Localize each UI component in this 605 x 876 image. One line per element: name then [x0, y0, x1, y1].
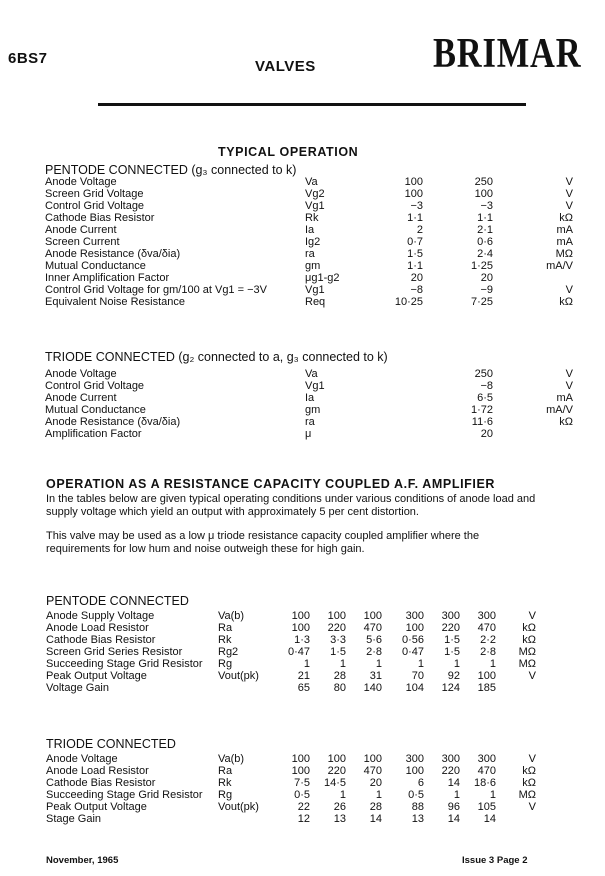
- value-cell: 1·5: [330, 646, 346, 658]
- value-cell: 100: [327, 753, 346, 765]
- value-cell: 100: [327, 610, 346, 622]
- value-cell: 1: [339, 658, 346, 670]
- parameter-name: Peak Output Voltage: [46, 801, 147, 813]
- value-cell: 100: [405, 622, 424, 634]
- rc-triode-heading: TRIODE CONNECTED: [46, 737, 176, 751]
- value-cell: 100: [363, 610, 382, 622]
- symbol: Vg1: [305, 200, 325, 212]
- table-row: [45, 236, 573, 248]
- symbol: [218, 813, 268, 825]
- symbol: Ra: [218, 765, 233, 777]
- symbol: Ia: [305, 224, 315, 236]
- footer-date: November, 1965: [46, 855, 119, 866]
- value-cell: 1: [453, 789, 460, 801]
- symbol: Va: [305, 368, 318, 380]
- rc-pentode-heading: PENTODE CONNECTED: [46, 594, 189, 608]
- unit-cell: kΩ: [559, 212, 573, 224]
- unit-cell: V: [528, 801, 536, 813]
- symbol: Vg2: [305, 188, 325, 200]
- symbol: Req: [305, 296, 326, 308]
- symbol: Rg: [218, 658, 233, 670]
- value-cell: 1: [489, 789, 496, 801]
- value-cell: 2·2: [480, 634, 496, 646]
- value-cell: 1·1: [407, 212, 423, 224]
- value-cell: 13: [411, 813, 424, 825]
- value-cell: 470: [477, 622, 496, 634]
- pentode-heading: PENTODE CONNECTED (g₃ connected to k): [45, 163, 297, 177]
- value-cell: 100: [291, 610, 310, 622]
- value-cell: 1·3: [294, 634, 310, 646]
- value-cell: 0·6: [477, 236, 493, 248]
- value-cell: 300: [405, 753, 424, 765]
- parameter-name: Mutual Conductance: [45, 260, 146, 272]
- parameter-name: Screen Grid Series Resistor: [46, 646, 183, 658]
- parameter-name: Control Grid Voltage: [45, 380, 145, 392]
- parameter-name: Succeeding Stage Grid Resistor: [46, 789, 203, 801]
- symbol: Va(b): [218, 753, 245, 765]
- value-cell: 470: [477, 765, 496, 777]
- table-row: [45, 188, 573, 200]
- valve-code: 6BS7: [8, 50, 48, 67]
- table-row: [46, 777, 536, 789]
- unit-cell: V: [528, 670, 536, 682]
- unit-cell: V: [565, 176, 573, 188]
- unit-cell: mA: [556, 392, 573, 404]
- value-cell: 2·8: [480, 646, 496, 658]
- value-cell: 22: [297, 801, 310, 813]
- symbol: Va(b): [218, 610, 245, 622]
- value-cell: 92: [447, 670, 460, 682]
- table-row: [45, 284, 573, 296]
- value-cell: 185: [477, 682, 496, 694]
- unit-cell: kΩ: [522, 765, 536, 777]
- unit-cell: kΩ: [522, 634, 536, 646]
- symbol: gm: [305, 260, 321, 272]
- value-cell: 14: [483, 813, 496, 825]
- value-cell: 1·25: [470, 260, 493, 272]
- parameter-name: Control Grid Voltage for gm/100 at Vg1 = −3V: [45, 284, 267, 296]
- parameter-name: Equivalent Noise Resistance: [45, 296, 186, 308]
- table-row: [46, 682, 536, 694]
- symbol: Ia: [305, 392, 315, 404]
- table-row: [45, 296, 573, 308]
- value-cell: 140: [363, 682, 382, 694]
- parameter-name: Cathode Bias Resistor: [45, 212, 155, 224]
- value-cell: 105: [477, 801, 496, 813]
- table-row: [46, 622, 536, 634]
- brand-logo: BRIMAR: [433, 31, 582, 77]
- symbol: Ig2: [305, 236, 321, 248]
- footer-issue: Issue 3 Page 2: [462, 855, 528, 866]
- category-label: VALVES: [255, 58, 316, 75]
- value-cell: 12: [297, 813, 310, 825]
- value-cell: 100: [291, 765, 310, 777]
- unit-cell: [493, 272, 573, 284]
- value-cell: 250: [474, 176, 493, 188]
- value-cell: 100: [477, 670, 496, 682]
- unit-cell: mA/V: [546, 404, 573, 416]
- table-row: [46, 634, 536, 646]
- value-cell: −3: [480, 200, 493, 212]
- value-cell: 1·5: [407, 248, 423, 260]
- value-cell: 88: [411, 801, 424, 813]
- table-row: [45, 224, 573, 236]
- value-cell: 300: [477, 610, 496, 622]
- unit-cell: kΩ: [559, 296, 573, 308]
- table-row: [46, 765, 536, 777]
- value-cell: 1: [375, 789, 382, 801]
- table-row: [46, 610, 536, 622]
- value-cell: 65: [297, 682, 310, 694]
- table-row: [46, 646, 536, 658]
- unit-cell: kΩ: [559, 416, 573, 428]
- unit-cell: V: [565, 380, 573, 392]
- table-row: [46, 813, 536, 825]
- triode-heading: TRIODE CONNECTED (g₂ connected to a, g₃ connected to k): [45, 350, 388, 364]
- parameter-name: Anode Current: [45, 224, 117, 236]
- unit-cell: [493, 428, 573, 440]
- value-cell: 470: [363, 765, 382, 777]
- value-cell: 300: [477, 753, 496, 765]
- value-cell: 1·5: [444, 646, 460, 658]
- value-cell: 300: [405, 610, 424, 622]
- value-cell: 3·3: [330, 634, 346, 646]
- table-row: [46, 658, 536, 670]
- value-cell: 28: [369, 801, 382, 813]
- symbol: μg1-g2: [305, 272, 340, 284]
- parameter-name: Screen Grid Voltage: [45, 188, 144, 200]
- unit-cell: V: [565, 188, 573, 200]
- value-cell: 1: [453, 658, 460, 670]
- parameter-name: Anode Resistance (δva/δia): [45, 248, 181, 260]
- table-row: [46, 801, 536, 813]
- symbol: [218, 682, 268, 694]
- value-cell: 1·5: [444, 634, 460, 646]
- unit-cell: kΩ: [522, 622, 536, 634]
- value-cell: 124: [441, 682, 460, 694]
- symbol: ra: [305, 416, 315, 428]
- value-cell: 21: [297, 670, 310, 682]
- value-cell: 2·1: [477, 224, 493, 236]
- value-cell: 10·25: [394, 296, 423, 308]
- value-cell: 220: [441, 765, 460, 777]
- value-cell: 6·5: [477, 392, 493, 404]
- symbol: Vg1: [305, 284, 325, 296]
- value-cell: 20: [480, 272, 493, 284]
- parameter-name: Stage Gain: [46, 813, 102, 825]
- unit-cell: MΩ: [518, 646, 536, 658]
- value-cell: 14: [447, 777, 460, 789]
- value-cell: 250: [474, 368, 493, 380]
- table-row: [45, 368, 573, 380]
- value-cell: 1: [339, 789, 346, 801]
- value-cell: 1·1: [407, 260, 423, 272]
- parameter-name: Anode Voltage: [45, 368, 117, 380]
- table-row: [45, 392, 573, 404]
- value-cell: 1: [417, 658, 424, 670]
- unit-cell: MΩ: [518, 789, 536, 801]
- rc-usage-paragraph: This valve may be used as a low μ triode resistance capacity coupled amplifier where the requirements for low hum and noise outweigh these for high gain.: [46, 530, 480, 555]
- value-cell: 220: [327, 622, 346, 634]
- value-cell: 100: [404, 176, 423, 188]
- unit-cell: V: [528, 610, 536, 622]
- value-cell: 0·7: [407, 236, 423, 248]
- value-cell: 14·5: [323, 777, 346, 789]
- parameter-name: Anode Resistance (δva/δia): [45, 416, 181, 428]
- parameter-name: Control Grid Voltage: [45, 200, 145, 212]
- parameter-name: Succeeding Stage Grid Resistor: [46, 658, 203, 670]
- value-cell: 13: [333, 813, 346, 825]
- rc-intro-paragraph: In the tables below are given typical operating conditions under various conditions of anode load and supply voltage which yield an output with approximately 5 per cent distortion.: [46, 493, 536, 518]
- value-cell: 100: [474, 188, 493, 200]
- rc-pentode-table: [46, 610, 536, 694]
- value-cell: 470: [363, 622, 382, 634]
- table-row: [45, 404, 573, 416]
- unit-cell: V: [565, 284, 573, 296]
- symbol: Rk: [218, 777, 232, 789]
- value-cell: 5·6: [366, 634, 382, 646]
- parameter-name: Screen Current: [45, 236, 120, 248]
- value-cell: 96: [447, 801, 460, 813]
- symbol: gm: [305, 404, 321, 416]
- unit-cell: MΩ: [555, 248, 573, 260]
- value-cell: 14: [369, 813, 382, 825]
- value-cell: 2·4: [477, 248, 493, 260]
- symbol: Va: [305, 176, 318, 188]
- parameter-name: Anode Supply Voltage: [46, 610, 155, 622]
- table-row: [45, 260, 573, 272]
- value-cell: 20: [369, 777, 382, 789]
- parameter-name: Mutual Conductance: [45, 404, 146, 416]
- unit-cell: mA: [556, 236, 573, 248]
- parameter-name: Peak Output Voltage: [46, 670, 147, 682]
- value-cell: 31: [369, 670, 382, 682]
- symbol: ra: [305, 248, 315, 260]
- value-cell: 300: [441, 753, 460, 765]
- value-cell: 220: [441, 622, 460, 634]
- typical-triode-table: [45, 368, 573, 440]
- value-cell: 0·47: [401, 646, 424, 658]
- unit-cell: kΩ: [522, 777, 536, 789]
- value-cell: 7·5: [294, 777, 310, 789]
- unit-cell: MΩ: [518, 658, 536, 670]
- parameter-name: Anode Current: [45, 392, 117, 404]
- unit-cell: mA: [556, 224, 573, 236]
- value-cell: 6: [417, 777, 424, 789]
- table-row: [45, 272, 573, 284]
- value-cell: 0·5: [408, 789, 424, 801]
- symbol: Vout(pk): [218, 670, 259, 682]
- value-cell: 80: [333, 682, 346, 694]
- value-cell: 100: [404, 188, 423, 200]
- symbol: μ: [305, 428, 312, 440]
- value-cell: 2·8: [366, 646, 382, 658]
- value-cell: 2: [416, 224, 423, 236]
- value-cell: 7·25: [470, 296, 493, 308]
- symbol: Vg1: [305, 380, 325, 392]
- value-cell: 1: [303, 658, 310, 670]
- parameter-name: Anode Voltage: [46, 753, 118, 765]
- parameter-name: Anode Load Resistor: [46, 622, 149, 634]
- unit-cell: mA/V: [546, 260, 573, 272]
- value-cell: 1: [489, 658, 496, 670]
- value-cell: 100: [291, 622, 310, 634]
- table-row: [45, 212, 573, 224]
- value-cell: −9: [480, 284, 493, 296]
- table-row: [46, 789, 536, 801]
- unit-cell: [496, 682, 536, 694]
- value-cell: 100: [363, 753, 382, 765]
- value-cell: 0·56: [401, 634, 424, 646]
- rc-amplifier-title: OPERATION AS A RESISTANCE CAPACITY COUPLED A.F. AMPLIFIER: [46, 477, 496, 491]
- value-cell: 300: [441, 610, 460, 622]
- value-cell: 1·72: [470, 404, 493, 416]
- unit-cell: V: [528, 753, 536, 765]
- unit-cell: V: [565, 200, 573, 212]
- header-rule: [98, 103, 526, 106]
- value-cell: 20: [410, 272, 423, 284]
- rc-triode-table: [46, 753, 536, 825]
- value-cell: 1: [375, 658, 382, 670]
- value-cell: 0·47: [287, 646, 310, 658]
- parameter-name: Cathode Bias Resistor: [46, 634, 156, 646]
- table-row: [46, 753, 536, 765]
- parameter-name: Amplification Factor: [45, 428, 142, 440]
- unit-cell: [496, 813, 536, 825]
- value-cell: 104: [405, 682, 424, 694]
- parameter-name: Anode Load Resistor: [46, 765, 149, 777]
- unit-cell: V: [565, 368, 573, 380]
- symbol: Ra: [218, 622, 233, 634]
- value-cell: −8: [410, 284, 423, 296]
- parameter-name: Anode Voltage: [45, 176, 117, 188]
- parameter-name: Voltage Gain: [46, 682, 109, 694]
- value-cell: 26: [333, 801, 346, 813]
- value-cell: −8: [480, 380, 493, 392]
- symbol: Vout(pk): [218, 801, 259, 813]
- table-row: [45, 380, 573, 392]
- value-cell: 100: [405, 765, 424, 777]
- table-row: [45, 200, 573, 212]
- typical-operation-title: TYPICAL OPERATION: [218, 145, 359, 159]
- value-cell: 100: [291, 753, 310, 765]
- value-cell: 70: [411, 670, 424, 682]
- typical-pentode-table: [45, 176, 573, 308]
- table-row: [45, 428, 573, 440]
- parameter-name: Cathode Bias Resistor: [46, 777, 156, 789]
- value-cell: 14: [447, 813, 460, 825]
- value-cell: 28: [333, 670, 346, 682]
- parameter-name: Inner Amplification Factor: [45, 272, 170, 284]
- table-row: [45, 248, 573, 260]
- symbol: Rg2: [218, 646, 239, 658]
- table-row: [46, 670, 536, 682]
- symbol: Rk: [305, 212, 319, 224]
- value-cell: −3: [410, 200, 423, 212]
- table-row: [45, 176, 573, 188]
- value-cell: 20: [480, 428, 493, 440]
- table-row: [45, 416, 573, 428]
- value-cell: 0·5: [294, 789, 310, 801]
- value-cell: 18·6: [473, 777, 496, 789]
- symbol: Rg: [218, 789, 233, 801]
- value-cell: 11·6: [471, 416, 493, 428]
- symbol: Rk: [218, 634, 232, 646]
- value-cell: 220: [327, 765, 346, 777]
- value-cell: 1·1: [477, 212, 493, 224]
